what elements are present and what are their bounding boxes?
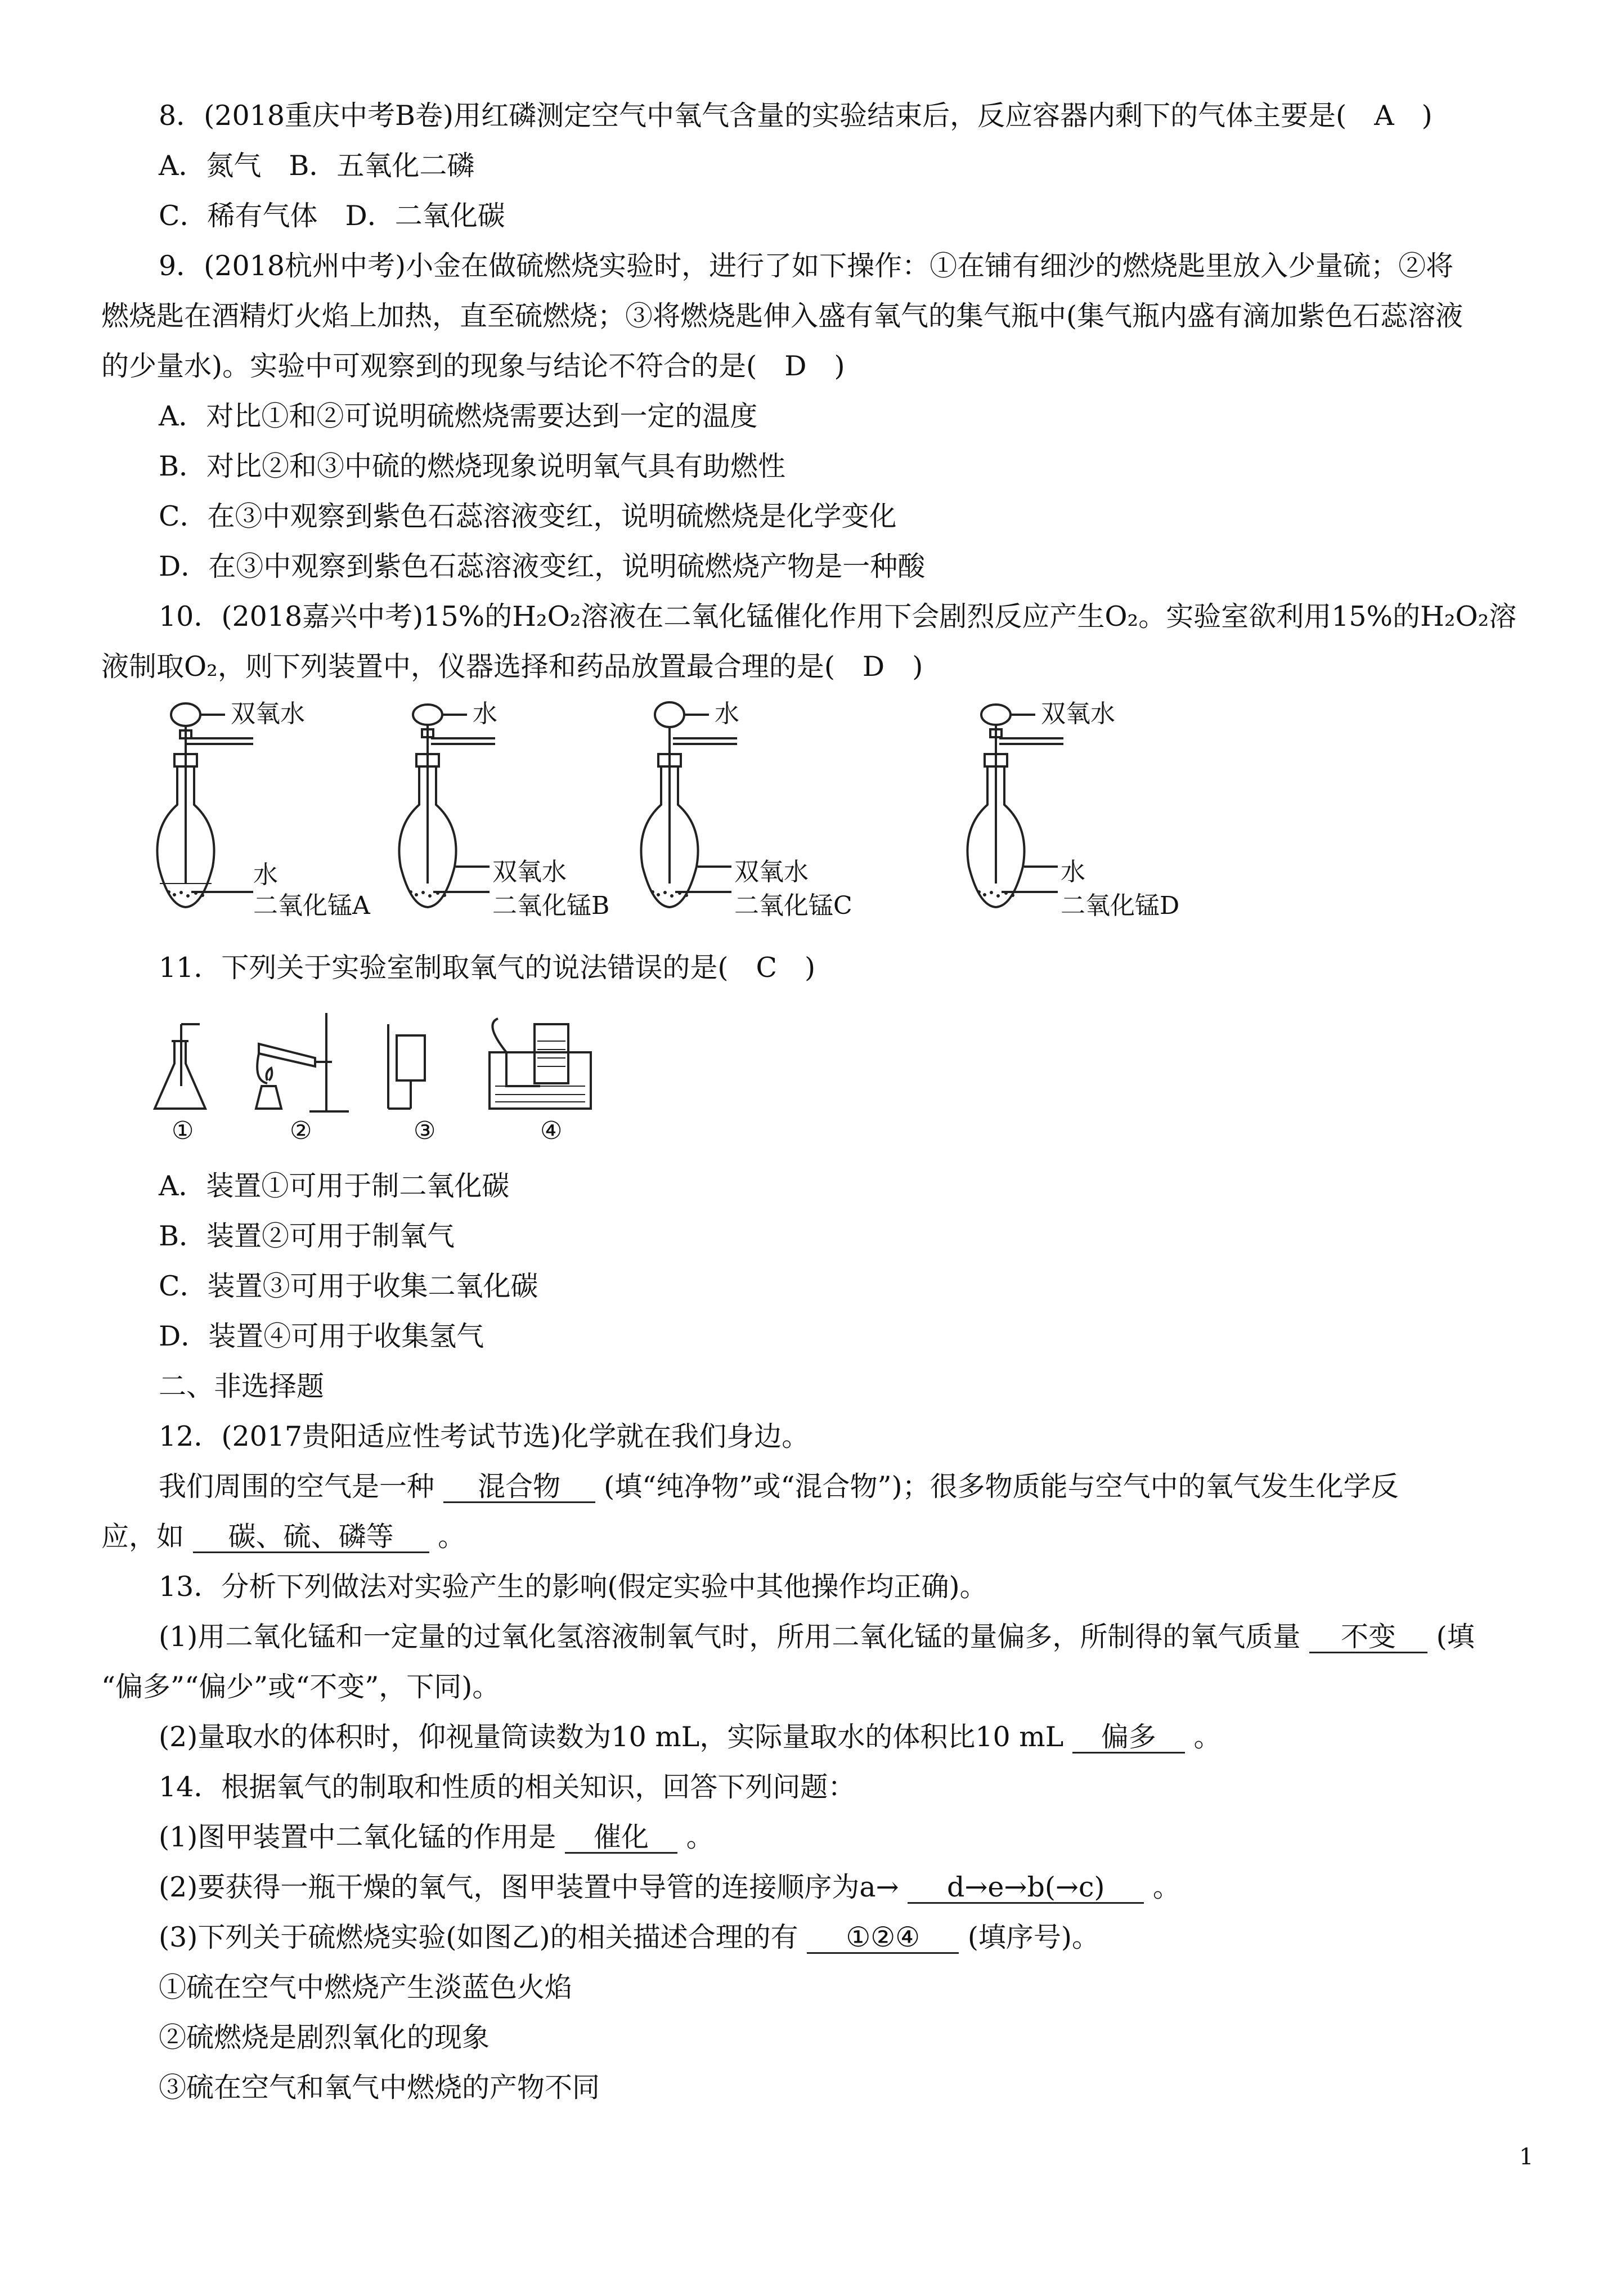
q14-part2-text: (2)要获得一瓶干燥的氧气，图甲装置中导管的连接顺序为a→ bbox=[159, 1871, 899, 1903]
q10-b-mid-label: 双氧水 bbox=[492, 858, 567, 886]
section-heading: 二、非选择题 bbox=[159, 1370, 325, 1402]
q10-c-mid-label: 双氧水 bbox=[734, 858, 809, 886]
q10-c-bot-label: 二氧化锰C bbox=[734, 891, 852, 920]
q10-apparatus-d bbox=[962, 698, 1198, 934]
q10-a-bot-label: 二氧化锰A bbox=[253, 891, 370, 920]
q11-label-4: ④ bbox=[540, 1116, 563, 1145]
q10-d-mid-label: 水 bbox=[1061, 858, 1085, 886]
q11-stem: 11．下列关于实验室制取氧气的说法错误的是( C ) bbox=[159, 952, 816, 984]
q13-part1-tail: (填 bbox=[1436, 1621, 1475, 1653]
q10-a-mid-label: 水 bbox=[253, 860, 278, 889]
q11-option-b: B．装置②可用于制氧气 bbox=[159, 1220, 455, 1252]
page-number: 1 bbox=[1519, 2144, 1534, 2170]
q9-stem-line3: 的少量水)。实验中可观察到的现象与结论不符合的是( D ) bbox=[101, 350, 845, 382]
q14-stem: 14．根据氧气的制取和性质的相关知识，回答下列问题： bbox=[159, 1771, 856, 1803]
q12-answer-2: 碳、硫、磷等 bbox=[193, 1522, 429, 1553]
q13-answer-2: 偏多 bbox=[1072, 1723, 1185, 1754]
q12-line2 bbox=[101, 1520, 465, 1554]
q12-line1 bbox=[159, 1470, 1399, 1504]
q11-label-3: ③ bbox=[414, 1116, 436, 1145]
q12-text-b: (填“纯净物”或“混合物”)；很多物质能与空气中的氧气发生化学反 bbox=[604, 1470, 1399, 1503]
q13-part1-cont: “偏多”“偏少”或“不变”，下同)。 bbox=[101, 1671, 500, 1703]
q10-b-top-label: 水 bbox=[473, 699, 497, 728]
q11-apparatus-row bbox=[146, 1002, 630, 1148]
q14-answer-3: ①②④ bbox=[807, 1923, 959, 1954]
q13-stem: 13．分析下列做法对实验产生的影响(假定实验中其他操作均正确)。 bbox=[159, 1571, 987, 1603]
q14-part3-text: (3)下列关于硫燃烧实验(如图乙)的相关描述合理的有 bbox=[159, 1921, 798, 1953]
q10-stem-line1: 10．(2018嘉兴中考)15%的H₂O₂溶液在二氧化锰催化作用下会剧烈反应产生O₂。实验室欲利用15%的H₂O₂溶 bbox=[159, 600, 1517, 633]
q14-part1 bbox=[159, 1820, 714, 1854]
q14-part2-tail: 。 bbox=[1152, 1871, 1180, 1903]
q13-part2-tail: 。 bbox=[1193, 1721, 1222, 1753]
q8-options-cd: C．稀有气体 D．二氧化碳 bbox=[159, 200, 505, 232]
q10-apparatus-c bbox=[636, 698, 872, 934]
q13-part2 bbox=[159, 1720, 1221, 1754]
q11-option-a: A．装置①可用于制二氧化碳 bbox=[159, 1170, 510, 1202]
q13-part1-text: (1)用二氧化锰和一定量的过氧化氢溶液制氧气时，所用二氧化锰的量偏多，所制得的氧气质量 bbox=[159, 1621, 1301, 1653]
q12-text-d: 。 bbox=[438, 1521, 466, 1553]
q9-option-a: A．对比①和②可说明硫燃烧需要达到一定的温度 bbox=[159, 400, 758, 432]
q12-stem: 12．(2017贵阳适应性考试节选)化学就在我们身边。 bbox=[159, 1420, 810, 1452]
q14-part1-text: (1)图甲装置中二氧化锰的作用是 bbox=[159, 1821, 556, 1853]
q9-option-b: B．对比②和③中硫的燃烧现象说明氧气具有助燃性 bbox=[159, 450, 786, 482]
q10-c-top-label: 水 bbox=[715, 699, 739, 728]
q12-text-a: 我们周围的空气是一种 bbox=[159, 1470, 435, 1503]
q12-answer-1: 混合物 bbox=[443, 1472, 595, 1503]
q9-option-d: D．在③中观察到紫色石蕊溶液变红，说明硫燃烧产物是一种酸 bbox=[159, 550, 926, 582]
q14-statement-1: ①硫在空气中燃烧产生淡蓝色火焰 bbox=[159, 1971, 573, 2003]
q8-options-ab: A．氮气 B．五氧化二磷 bbox=[159, 150, 475, 182]
q11-option-c: C．装置③可用于收集二氧化碳 bbox=[159, 1270, 538, 1302]
q10-d-top-label: 双氧水 bbox=[1041, 699, 1115, 728]
q14-statement-2: ②硫燃烧是剧烈氧化的现象 bbox=[159, 2021, 490, 2053]
q14-part2 bbox=[159, 1871, 1180, 1904]
q14-answer-2: d→e→b(→c) bbox=[908, 1873, 1144, 1904]
q11-label-1: ① bbox=[172, 1116, 194, 1145]
q13-part1 bbox=[159, 1620, 1475, 1654]
q12-text-c: 应，如 bbox=[101, 1521, 185, 1553]
q10-b-bot-label: 二氧化锰B bbox=[492, 891, 610, 920]
q14-part1-tail: 。 bbox=[686, 1821, 714, 1853]
q10-d-bot-label: 二氧化锰D bbox=[1061, 891, 1180, 920]
q10-a-top-label: 双氧水 bbox=[231, 699, 305, 728]
q10-stem-line2: 液制取O₂，则下列装置中，仪器选择和药品放置最合理的是( D ) bbox=[101, 651, 923, 683]
q9-stem-line2: 燃烧匙在酒精灯火焰上加热，直至硫燃烧；③将燃烧匙伸入盛有氧气的集气瓶中(集气瓶内盛有滴加紫色石蕊溶液 bbox=[101, 300, 1463, 332]
q14-part3 bbox=[159, 1921, 1099, 1954]
q9-stem-line1: 9．(2018杭州中考)小金在做硫燃烧实验时，进行了如下操作：①在铺有细沙的燃烧匙里放入少量硫；②将 bbox=[159, 250, 1454, 282]
q14-answer-1: 催化 bbox=[565, 1823, 677, 1854]
q10-apparatus-a bbox=[152, 698, 388, 934]
q13-answer-1: 不变 bbox=[1309, 1622, 1427, 1653]
q14-part3-tail: (填序号)。 bbox=[967, 1921, 1100, 1953]
q8-stem: 8．(2018重庆中考B卷)用红磷测定空气中氧气含量的实验结束后，反应容器内剩下的气体主要是( A ) bbox=[159, 100, 1433, 132]
q11-label-2: ② bbox=[290, 1116, 312, 1145]
q13-part2-text: (2)量取水的体积时，仰视量筒读数为10 mL，实际量取水的体积比10 mL bbox=[159, 1721, 1064, 1753]
q14-statement-3: ③硫在空气和氧气中燃烧的产物不同 bbox=[159, 2071, 600, 2104]
q9-option-c: C．在③中观察到紫色石蕊溶液变红，说明硫燃烧是化学变化 bbox=[159, 500, 897, 532]
q10-apparatus-b bbox=[394, 698, 630, 934]
q11-option-d: D．装置④可用于收集氢气 bbox=[159, 1320, 484, 1352]
